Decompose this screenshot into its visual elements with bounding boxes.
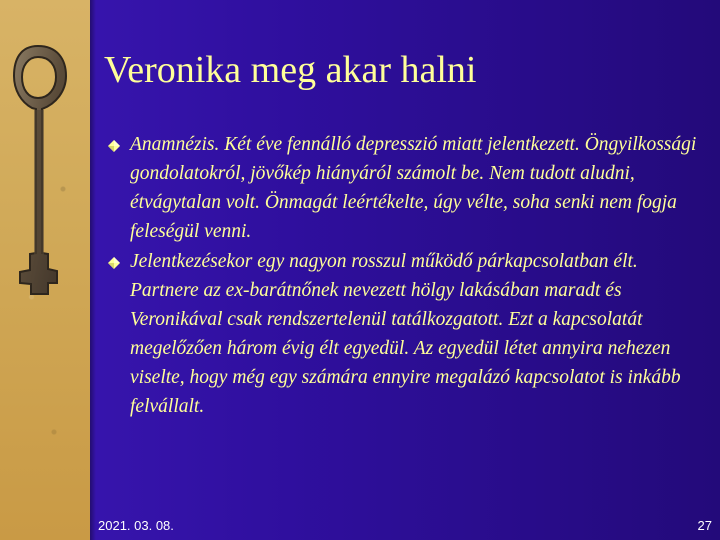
bullet-text: Jelentkezésekor egy nagyon rosszul működő párkapcsolatban élt. Partnere az ex-barátnőnek nevezett hölgy lakásában maradt és Veronikával csak rendszertelenül tatálkozgatott. Ezt a kapcsolatát megelőzően három évig élt egyedül. Az egyedül létet annyira nehezen viselte, hogy még egy számára ennyire megalázó kapcsolatot is inkább felvállalt. xyxy=(130,251,681,417)
slide-title: Veronika meg akar halni xyxy=(104,49,477,91)
bullet-list xyxy=(106,130,706,421)
old-key-icon xyxy=(0,28,90,298)
side-panel-shadow xyxy=(90,0,96,540)
bullet-item xyxy=(106,247,706,421)
bullet-item xyxy=(106,130,706,246)
bullet-text: Anamnézis. Két éve fennálló depresszió miatt jelentkezett. Öngyilkossági gondolatokról, jövőkép hiányáról számolt be. Nem tudott aludni, étvágytalan volt. Önmagát leértékelte, úgy vélte, soha senki nem fogja feleségül venni. xyxy=(130,134,697,242)
page-number: 27 xyxy=(697,518,712,533)
diamond-bullet-icon xyxy=(108,140,120,152)
diamond-bullet-icon xyxy=(108,257,120,269)
footer-date: 2021. 03. 08. xyxy=(98,518,174,533)
decorative-side-panel xyxy=(0,0,90,540)
